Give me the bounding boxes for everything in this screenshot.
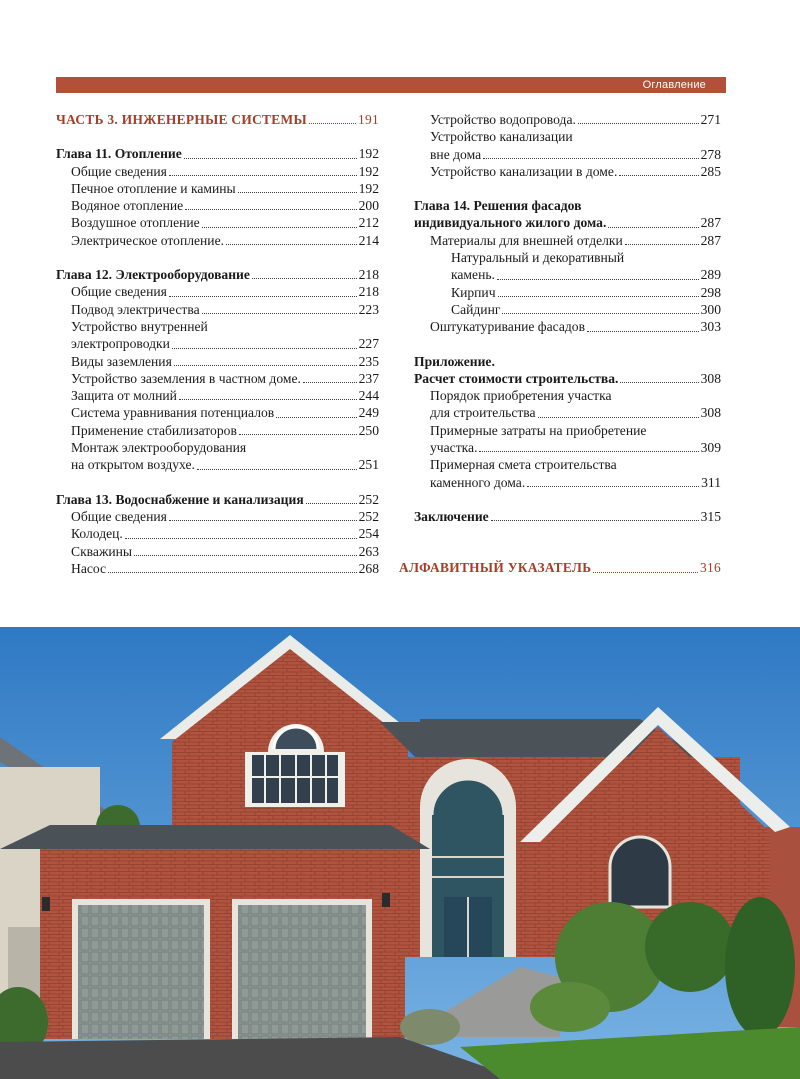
toc-left-column	[56, 111, 379, 577]
toc-entry[interactable]: участка. 309	[430, 440, 721, 456]
toc-chapter-12[interactable]: Глава 12. Электрооборудование 218	[56, 267, 379, 283]
toc-entry[interactable]: Оштукатуривание фасадов 303	[430, 319, 721, 335]
toc-appendix[interactable]: Расчет стоимости строительства. 308	[414, 370, 721, 386]
toc-entry[interactable]: каменного дома. 311	[430, 474, 721, 490]
toc-conclusion[interactable]: Заключение 315	[414, 508, 721, 524]
toc-entry[interactable]: Материалы для внешней отделки 287	[430, 232, 721, 248]
toc-chapter-14-line1: Глава 14. Решения фасадов	[414, 198, 582, 214]
toc-entry[interactable]: Воздушное отопление 212	[71, 215, 379, 231]
toc-entry[interactable]: Применение стабилизаторов 250	[71, 422, 379, 438]
toc-right-column	[399, 111, 721, 577]
toc-entry-line: Примерная смета строительства	[430, 457, 617, 473]
toc-chapter-11[interactable]: Глава 11. Отопление 192	[56, 146, 379, 162]
house-photo	[0, 627, 800, 1079]
toc-entry[interactable]: Колодец. 254	[71, 526, 379, 542]
toc-entry-line: Монтаж электрооборудования	[71, 440, 247, 456]
toc-entry[interactable]: электропроводки 227	[71, 336, 379, 352]
toc-entry-line: Примерные затраты на приобретение	[430, 422, 647, 438]
toc-entry-line: Порядок приобретения участка	[430, 388, 612, 404]
section-header-bar	[56, 77, 726, 93]
toc-entry[interactable]: камень. 289	[451, 267, 721, 283]
toc-entry[interactable]: Общие сведения 192	[71, 163, 379, 179]
toc-entry[interactable]: Кирпич 298	[451, 284, 721, 300]
toc-chapter-14[interactable]: индивидуального жилого дома. 287	[414, 215, 721, 231]
toc-chapter-13[interactable]: Глава 13. Водоснабжение и канализация 252	[56, 491, 379, 507]
toc-entry[interactable]: Водяное отопление 200	[71, 198, 379, 214]
toc-index[interactable]: АЛФАВИТНЫЙ УКАЗАТЕЛЬ 316	[399, 560, 721, 576]
toc-entry[interactable]: Виды заземления 235	[71, 353, 379, 369]
toc-entry[interactable]: Система уравнивания потенциалов 249	[71, 405, 379, 421]
toc-part-3[interactable]: ЧАСТЬ 3. ИНЖЕНЕРНЫЕ СИСТЕМЫ 191	[56, 112, 379, 127]
toc-entry[interactable]: Сайдинг 300	[451, 301, 721, 317]
toc-entry[interactable]: Подвод электричества 223	[71, 301, 379, 317]
toc-appendix-label: Приложение.	[414, 353, 495, 369]
toc-entry[interactable]: Общие сведения 218	[71, 284, 379, 300]
toc-entry-line: Устройство канализации	[430, 129, 573, 145]
toc-entry[interactable]: Скважины 263	[71, 543, 379, 559]
toc-entry[interactable]: Общие сведения 252	[71, 508, 379, 524]
toc-entry[interactable]: Защита от молний 244	[71, 388, 379, 404]
toc-entry-line: Устройство внутренней	[71, 318, 208, 334]
toc-entry[interactable]: Устройство канализации в доме. 285	[430, 163, 721, 179]
toc-entry-line: Натуральный и декоративный	[451, 250, 625, 266]
toc-entry[interactable]: на открытом воздухе. 251	[71, 457, 379, 473]
section-label: Оглавление	[642, 79, 706, 91]
toc-entry[interactable]: Устройство заземления в частном доме. 237	[71, 370, 379, 386]
toc-entry[interactable]: Печное отопление и камины 192	[71, 180, 379, 196]
toc-entry[interactable]: вне дома 278	[430, 146, 721, 162]
toc-entry[interactable]: Насос 268	[71, 560, 379, 576]
toc-entry[interactable]: Электрическое отопление. 214	[71, 232, 379, 248]
toc-entry[interactable]: Устройство водопровода. 271	[430, 112, 721, 127]
toc-entry[interactable]: для строительства 308	[430, 405, 721, 421]
